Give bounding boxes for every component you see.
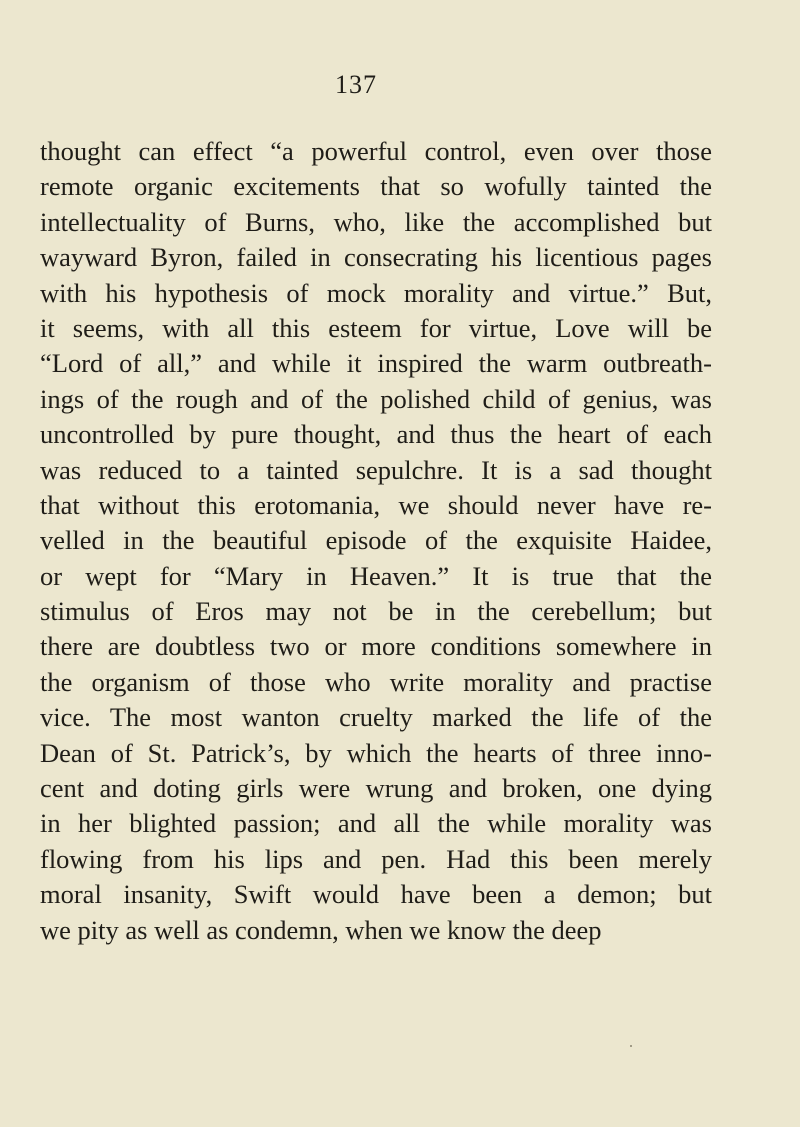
text-line: velled in the beautiful episode of the exquisite Haidee, <box>40 525 712 556</box>
page-number: 137 <box>335 70 377 99</box>
text-line: moral insanity, Swift would have been a demon; but <box>40 879 712 910</box>
text-line: flowing from his lips and pen. Had this been merely <box>40 843 712 874</box>
text-line: stimulus of Eros may not be in the cerebellum; but <box>40 596 712 627</box>
text-line: vice. The most wanton cruelty marked the life of the <box>40 702 712 733</box>
text-line: “Lord of all,” and while it inspired the warm outbreath- <box>40 348 712 379</box>
text-line: was reduced to a tainted sepulchre. It is a sad thought <box>40 454 712 485</box>
text-line: we pity as well as condemn, when we know the deep <box>40 914 602 945</box>
text-line: ings of the rough and of the polished child of genius, was <box>40 383 712 414</box>
text-line: with his hypothesis of mock morality and virtue.” But, <box>40 277 712 308</box>
text-line: wayward Byron, failed in consecrating his licentious pages <box>40 242 712 273</box>
text-line: Dean of St. Patrick’s, by which the hearts of three inno- <box>40 737 712 768</box>
text-line: it seems, with all this esteem for virtue, Love will be <box>40 312 712 343</box>
paper-speck <box>630 1045 632 1047</box>
text-line: cent and doting girls were wrung and broken, one dying <box>40 773 712 804</box>
text-line: remote organic excitements that so wofully tainted the <box>40 171 712 202</box>
text-line: intellectuality of Burns, who, like the accomplished but <box>40 206 712 237</box>
text-line: or wept for “Mary in Heaven.” It is true that the <box>40 560 712 591</box>
text-line: there are doubtless two or more conditions somewhere in <box>40 631 712 662</box>
text-line: uncontrolled by pure thought, and thus the heart of each <box>40 419 712 450</box>
text-line: that without this erotomania, we should never have re- <box>40 489 712 520</box>
body-text <box>40 134 712 948</box>
text-line: thought can effect “a powerful control, even over those <box>40 136 712 166</box>
text-line: in her blighted passion; and all the while morality was <box>40 808 712 839</box>
text-line: the organism of those who write morality and practise <box>40 666 712 697</box>
